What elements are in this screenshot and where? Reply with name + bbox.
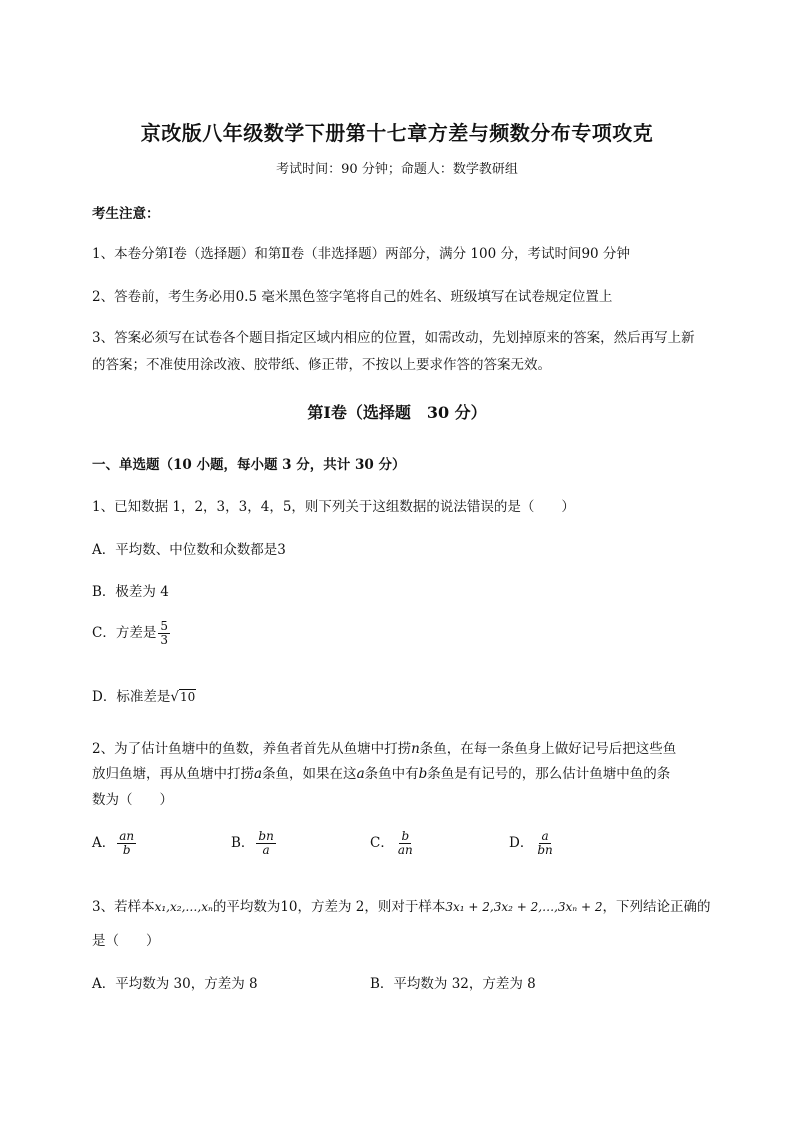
- section-title: 第Ⅰ卷（选择题 30 分）: [307, 403, 487, 422]
- variable-a: a: [356, 766, 365, 782]
- part-heading: 一、单选题（10 小题，每小题 3 分，共计 30 分）: [92, 457, 406, 473]
- q2-line-3: 数为（ ）: [92, 792, 173, 808]
- q3-option-a: A．平均数为 30，方差为 8: [92, 976, 258, 992]
- q2-text: 放归鱼塘，再从鱼塘中打捞: [92, 766, 254, 782]
- variable-a: a: [254, 766, 263, 782]
- fraction-numerator: b: [401, 829, 410, 843]
- q1-option-a: A．平均数、中位数和众数都是3: [92, 542, 286, 558]
- option-fraction: [256, 830, 275, 857]
- q2-text: 条鱼，如果在这: [262, 766, 357, 782]
- q1-option-c-fraction: [158, 620, 170, 647]
- option-label: B．: [231, 835, 255, 851]
- fraction-denominator: a: [262, 843, 270, 857]
- variable-b: b: [418, 766, 428, 782]
- q1-option-d: [92, 685, 196, 705]
- fraction-numerator: a: [541, 829, 549, 843]
- fraction-denominator: b: [122, 843, 131, 857]
- notice-item-3-line-1: 3、答案必须写在试卷各个题目指定区域内相应的位置，如需改动，先划掉原来的答案，然后再写上新: [92, 330, 695, 346]
- q1-option-c-label: C．方差是: [92, 625, 157, 641]
- q3-text: 的平均数为10，方差为 2，则对于样本: [212, 899, 446, 915]
- q2-text: 2、为了估计鱼塘中的鱼数，养鱼者首先从鱼塘中打捞: [92, 741, 412, 757]
- q1-option-c: [92, 620, 172, 647]
- sample-expression: 3x₁ + 2,3x₂ + 2,…,3xₙ + 2: [445, 900, 603, 914]
- variable-n: n: [411, 741, 420, 757]
- q3-text: 3、若样本: [92, 899, 155, 915]
- notice-heading: 考生注意：: [92, 206, 160, 222]
- q2-line-1: [92, 737, 676, 757]
- notice-item-2: 2、答卷前，考生务必用0.5 毫米黑色签字笔将自己的姓名、班级填写在试卷规定位置上: [92, 289, 613, 305]
- fraction-numerator: 5: [160, 619, 168, 633]
- q2-option-d: [509, 830, 557, 857]
- q1-stem: 1、已知数据 1，2，3，3，4，5，则下列关于这组数据的说法错误的是（ ）: [92, 499, 575, 515]
- page-title: 京改版八年级数学下册第十七章方差与频数分布专项攻克: [140, 121, 654, 145]
- q3-text: ，下列结论正确的: [602, 899, 711, 915]
- fraction-numerator: an: [119, 829, 135, 843]
- option-label: C．: [370, 835, 394, 851]
- sample-expression: x₁,x₂,…,xₙ: [154, 900, 213, 914]
- fraction-denominator: bn: [537, 843, 553, 857]
- notice-item-3-line-2: 的答案；不准使用涂改液、胶带纸、修正带，不按以上要求作答的答案无效。: [92, 357, 551, 373]
- fraction-denominator: an: [397, 843, 413, 857]
- q2-text: 条鱼是有记号的，那么估计鱼塘中鱼的条: [427, 766, 671, 782]
- q2-option-c: [370, 830, 417, 857]
- q2-line-2: [92, 762, 670, 782]
- q2-text: 条鱼，在每一条鱼身上做好记号后把这些鱼: [419, 741, 677, 757]
- q2-option-b: [231, 830, 278, 857]
- notice-item-1: 1、本卷分第Ⅰ卷（选择题）和第Ⅱ卷（非选择题）两部分，满分 100 分，考试时间90 分钟: [92, 246, 630, 262]
- option-fraction: [117, 830, 136, 857]
- option-fraction: [396, 830, 415, 857]
- option-label: D．: [509, 835, 534, 851]
- q1-option-d-label: D．标准差是: [92, 689, 171, 705]
- fraction-numerator: bn: [258, 829, 274, 843]
- fraction-denominator: 3: [160, 633, 168, 647]
- radical-sign-icon: √: [170, 689, 179, 705]
- q3-line-1: [92, 895, 710, 915]
- q2-option-a: [92, 830, 138, 857]
- sqrt-expression: [170, 689, 196, 705]
- q3-line-2: 是（ ）: [92, 933, 160, 949]
- q3-option-b: B．平均数为 32，方差为 8: [370, 976, 536, 992]
- q1-option-b: B．极差为 4: [92, 584, 169, 600]
- q2-text: 条鱼中有: [364, 766, 419, 782]
- exam-info: 考试时间：90 分钟；命题人：数学教研组: [276, 162, 518, 177]
- radicand: 10: [179, 690, 196, 704]
- option-fraction: [535, 830, 554, 857]
- option-label: A．: [92, 835, 116, 851]
